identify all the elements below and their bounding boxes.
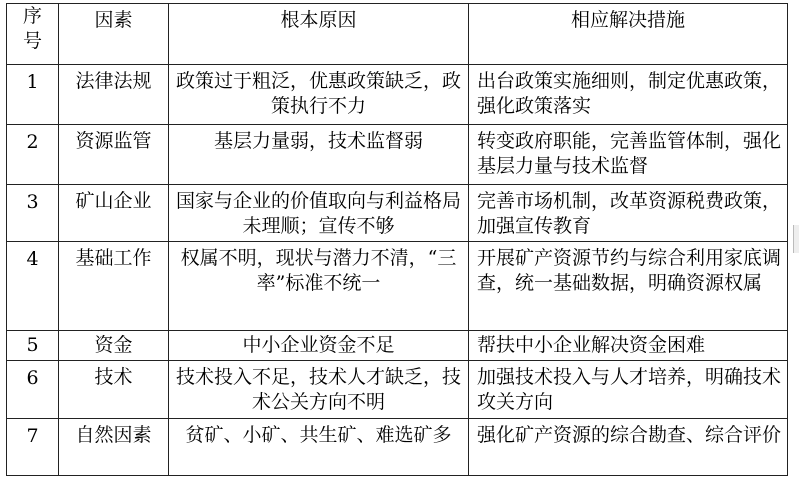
header-num: 序号 xyxy=(7,4,59,65)
row-num: 1 xyxy=(7,65,59,125)
row-factor: 矿山企业 xyxy=(59,185,169,242)
row-measure: 转变政府职能，完善监管体制，强化基层力量与技术监督 xyxy=(469,125,788,185)
row-cause: 国家与企业的价值取向与利益格局未理顺；宣传不够 xyxy=(169,185,469,242)
row-num: 7 xyxy=(7,419,59,476)
row-num: 3 xyxy=(7,185,59,242)
row-num: 6 xyxy=(7,361,59,419)
measures-table xyxy=(6,3,788,476)
row-cause: 技术投入不足，技术人才缺乏，技术公关方向不明 xyxy=(169,361,469,419)
row-measure: 出台政策实施细则，制定优惠政策，强化政策落实 xyxy=(469,65,788,125)
table-row xyxy=(7,419,788,476)
scrollbar-fragment[interactable] xyxy=(793,225,799,253)
row-num: 4 xyxy=(7,242,59,331)
table-row xyxy=(7,65,788,125)
row-cause: 基层力量弱，技术监督弱 xyxy=(169,125,469,185)
row-measure: 帮扶中小企业解决资金困难 xyxy=(469,331,788,361)
row-factor: 法律法规 xyxy=(59,65,169,125)
row-measure: 强化矿产资源的综合勘查、综合评价 xyxy=(469,419,788,476)
row-factor: 资源监管 xyxy=(59,125,169,185)
table-row xyxy=(7,361,788,419)
header-cause: 根本原因 xyxy=(169,4,469,65)
row-measure: 加强技术投入与人才培养，明确技术攻关方向 xyxy=(469,361,788,419)
header-measure: 相应解决措施 xyxy=(469,4,788,65)
row-num: 2 xyxy=(7,125,59,185)
header-row xyxy=(7,4,788,65)
table-row xyxy=(7,125,788,185)
row-factor: 自然因素 xyxy=(59,419,169,476)
table-row xyxy=(7,185,788,242)
row-num: 5 xyxy=(7,331,59,361)
row-cause: 权属不明，现状与潜力不清，“三率”标准不统一 xyxy=(169,242,469,331)
row-factor: 资金 xyxy=(59,331,169,361)
row-cause: 贫矿、小矿、共生矿、难选矿多 xyxy=(169,419,469,476)
header-factor: 因素 xyxy=(59,4,169,65)
table-row xyxy=(7,242,788,331)
row-measure: 开展矿产资源节约与综合利用家底调查，统一基础数据，明确资源权属 xyxy=(469,242,788,331)
row-factor: 技术 xyxy=(59,361,169,419)
document-page xyxy=(6,3,788,476)
row-cause: 中小企业资金不足 xyxy=(169,331,469,361)
row-measure: 完善市场机制，改革资源税费政策，加强宣传教育 xyxy=(469,185,788,242)
row-cause: 政策过于粗泛，优惠政策缺乏，政策执行不力 xyxy=(169,65,469,125)
table-row xyxy=(7,331,788,361)
row-factor: 基础工作 xyxy=(59,242,169,331)
